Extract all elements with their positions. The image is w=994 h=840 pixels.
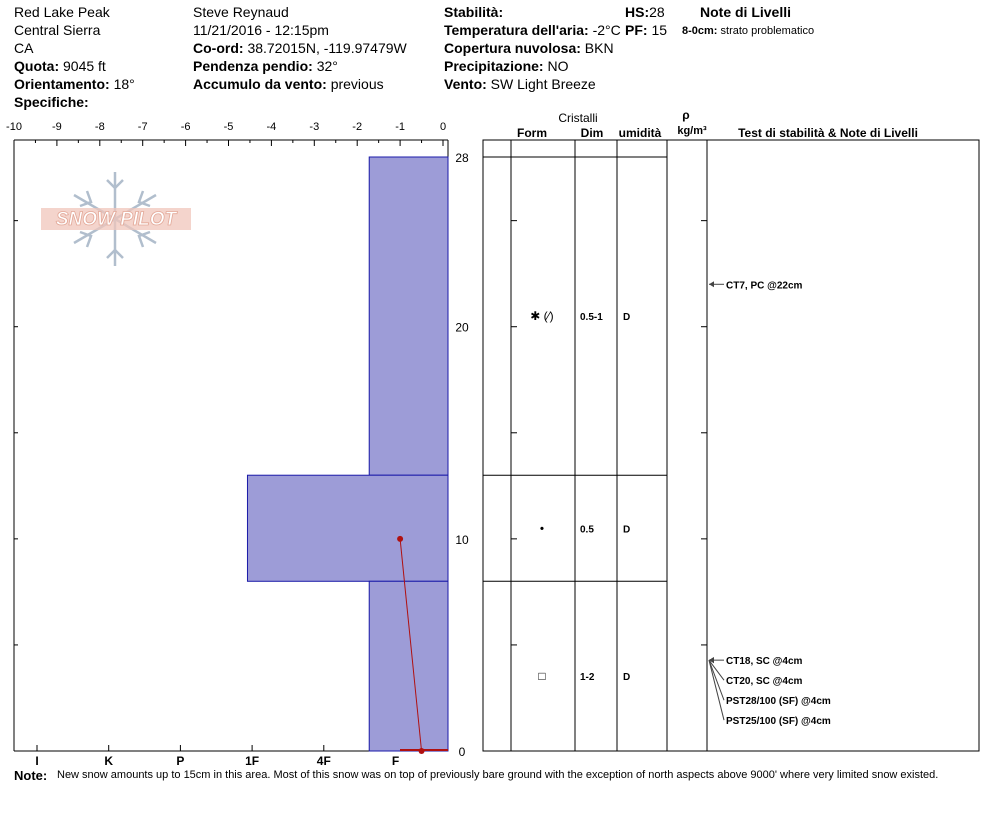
note-label: Note: [14,768,48,783]
precip-value: NO [547,58,569,74]
grain-form: • [539,521,545,536]
temp-tick-label: -7 [137,121,148,133]
temp-tick-label: -10 [6,121,22,133]
grain-size: 0.5 [580,524,594,536]
temp-tick-label: -6 [180,121,191,133]
temp-tick-label: -5 [223,121,234,133]
hs-label: HS: [625,4,650,20]
depth-label: 20 [455,320,469,335]
temp-tick-label: -9 [52,121,62,133]
hs-value: 28 [649,4,665,20]
moisture: D [623,524,631,536]
datetime: 11/21/2016 - 12:15pm [193,22,329,38]
precip-label: Precipitazione: [444,58,544,74]
temp-tick-label: 0 [439,121,447,133]
stability-test: CT7, PC @22cm [726,280,803,292]
wind-label: Vento: [444,76,487,92]
col-density-unit: kg/m³ [677,125,707,137]
hardness-label: K [104,754,114,768]
sky-value: BKN [584,40,614,56]
air-temp-value: -2°C [592,22,621,38]
wind-loading-value: previous [330,76,384,92]
col-form: Form [517,126,547,140]
layer-note-text: strato problematico [720,25,815,37]
depth-label: 28 [455,151,469,165]
temp-tick-label: -3 [309,121,320,133]
stability-label: Stabilità: [444,4,504,20]
slope-label: Pendenza pendio: [193,58,313,74]
layer-bar [247,475,448,581]
stability-test: CT20, SC @4cm [726,676,803,688]
col-moisture: umidità [618,126,662,140]
aspect-label: Orientamento: [14,76,110,92]
pf-label: PF: [625,22,648,38]
pf-value: 15 [651,22,668,38]
layer-note-depth: 8-0cm: [682,25,718,37]
col-size: Dim [580,126,604,140]
layer-notes-label: Note di Livelli [700,4,792,20]
layer-bar [369,157,448,475]
temp-tick-label: -4 [266,121,277,133]
region: Central Sierra [14,22,101,38]
hardness-label: P [176,754,185,768]
specifics-label: Specifiche: [14,94,89,110]
col-tests: Test di stabilità & Note di Livelli [738,126,918,140]
layer-bar [369,581,448,751]
wind-value: SW Light Breeze [490,76,596,92]
stability-test: PST28/100 (SF) @4cm [726,696,831,708]
elevation-value: 9045 ft [63,58,106,74]
footer-note [14,766,974,787]
temp-tick-label: -8 [94,121,105,133]
slope-value: 32° [316,58,338,74]
logo-text: SNOW PILOT [55,209,177,230]
test-leader [709,660,724,700]
hardness-label: I [35,754,39,768]
coord-value: 38.72015N, -119.97479W [247,40,407,56]
location: Red Lake Peak [14,4,110,20]
sky-label: Copertura nuvolosa: [444,40,581,56]
test-leader [709,660,724,720]
stability-test: CT18, SC @4cm [726,656,803,668]
temp-point [419,748,425,754]
grain-form: □ [538,669,546,684]
grain-size: 0.5-1 [580,312,603,324]
air-temp-label: Temperatura dell'aria: [444,22,589,38]
col-crystals: Cristalli [558,111,598,125]
temp-point [397,536,403,542]
wind-loading-label: Accumulo da vento: [193,76,327,92]
hardness-label: 1F [245,754,260,768]
note-text: New snow amounts up to 15cm in this area. Most of this snow was on top of previously bare ground with the exception of north aspects above 9000' where very limited snow existed. [57,769,939,781]
temp-tick-label: -2 [352,121,363,133]
col-density-symbol: ρ [682,108,690,122]
state: CA [14,40,34,56]
coord-label: Co-ord: [193,40,244,56]
test-arrow-icon [709,281,714,287]
grain-size: 1-2 [580,672,595,684]
moisture: D [623,312,631,324]
hardness-label: 4F [316,754,331,768]
elevation-label: Quota: [14,58,60,74]
moisture: D [623,672,631,684]
observer: Steve Reynaud [193,4,289,20]
temp-tick-label: -1 [395,121,405,133]
grain-form: ✱ (⁄) [530,309,554,324]
aspect-value: 18° [113,76,135,92]
depth-label: 0 [458,745,466,759]
stability-test: PST25/100 (SF) @4cm [726,716,831,728]
hardness-label: F [391,754,400,768]
depth-label: 10 [455,532,469,547]
